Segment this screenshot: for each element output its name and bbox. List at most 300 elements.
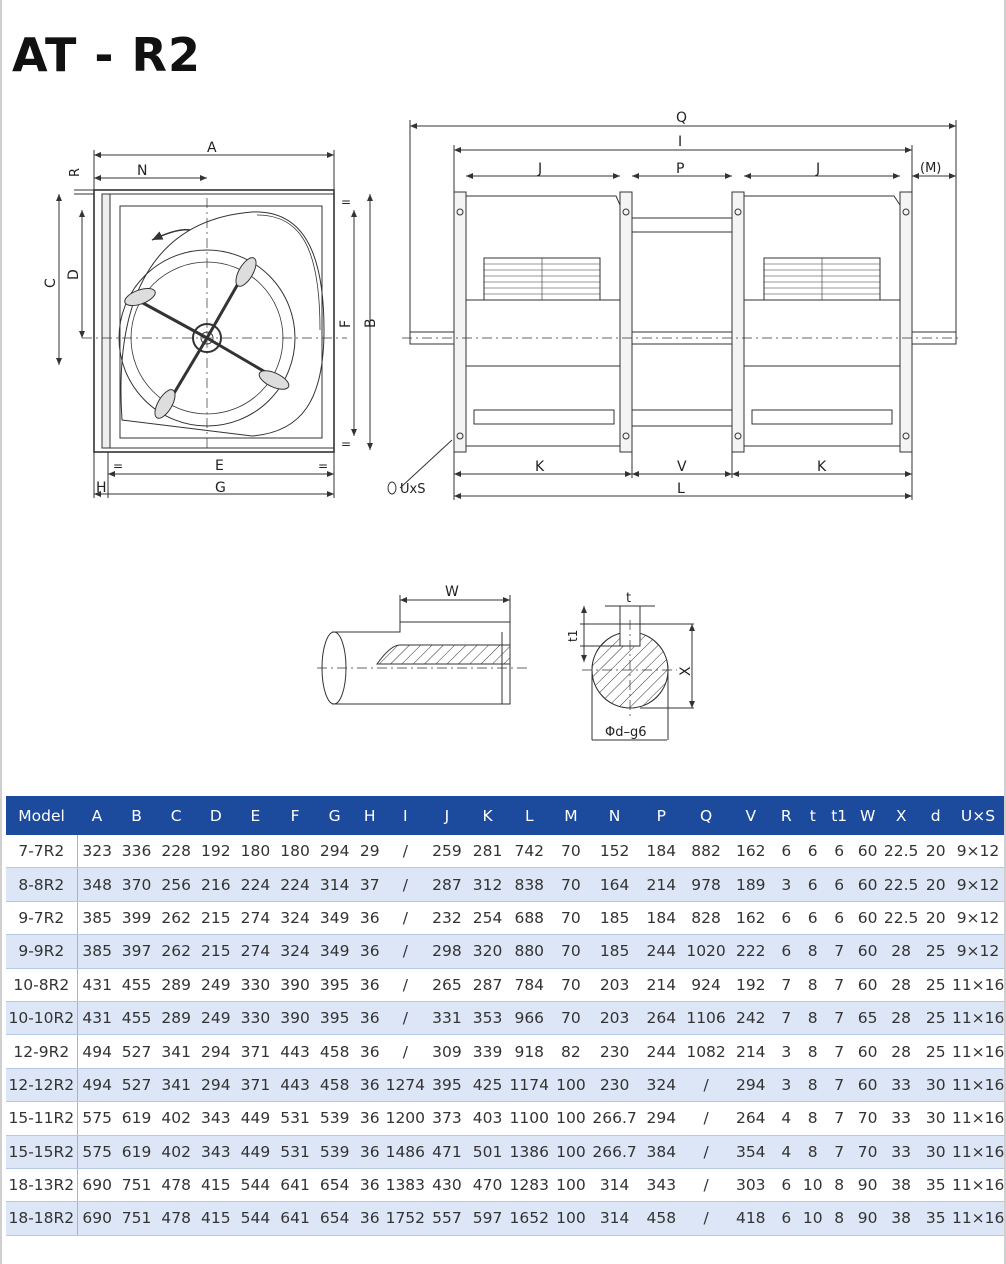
table-cell: / — [684, 1168, 729, 1201]
table-row — [6, 1102, 1004, 1135]
table-cell: / — [684, 1135, 729, 1168]
table-cell: 349 — [315, 935, 355, 968]
table-cell: 214 — [639, 968, 684, 1001]
table-cell: 6 — [800, 835, 826, 868]
column-header: D — [196, 796, 236, 835]
table-cell: 7 — [826, 1035, 852, 1068]
eq-mark: = — [113, 459, 124, 473]
table-row — [6, 1168, 1004, 1201]
table-cell: 371 — [236, 1068, 276, 1101]
table-cell: 330 — [236, 1001, 276, 1034]
table-cell: 298 — [426, 935, 469, 968]
table-cell: 6 — [773, 835, 799, 868]
table-cell: 6 — [826, 868, 852, 901]
table-cell: 28 — [883, 1035, 920, 1068]
table-cell: 28 — [883, 1001, 920, 1034]
table-cell: 688 — [507, 901, 552, 934]
table-cell: 443 — [275, 1068, 315, 1101]
table-cell: 30 — [919, 1135, 952, 1168]
table-cell: 575 — [77, 1102, 117, 1135]
table-cell: 431 — [77, 968, 117, 1001]
column-header: W — [852, 796, 882, 835]
table-cell: / — [385, 935, 426, 968]
table-cell: 11×16 — [952, 1102, 1004, 1135]
table-cell: 6 — [773, 901, 799, 934]
table-cell: 1082 — [684, 1035, 729, 1068]
table-cell: 324 — [275, 901, 315, 934]
table-row — [6, 835, 1004, 868]
table-cell: 458 — [315, 1068, 355, 1101]
table-cell: 320 — [468, 935, 507, 968]
table-cell: / — [385, 835, 426, 868]
table-cell: 60 — [852, 968, 882, 1001]
table-cell: 343 — [196, 1135, 236, 1168]
table-cell: 36 — [355, 1202, 385, 1235]
table-cell: 287 — [426, 868, 469, 901]
table-cell: 882 — [684, 835, 729, 868]
table-cell: 443 — [275, 1035, 315, 1068]
table-cell: 399 — [117, 901, 157, 934]
table-cell: 25 — [919, 1035, 952, 1068]
table-cell: 7 — [826, 1102, 852, 1135]
table-cell: 254 — [468, 901, 507, 934]
page-title: AT - R2 — [12, 28, 201, 82]
table-cell: 65 — [852, 1001, 882, 1034]
dim-label-uxs: UxS — [400, 482, 426, 497]
dim-label-a: A — [207, 140, 217, 156]
dim-label-m: (M) — [920, 161, 942, 176]
model-cell: 18-13R2 — [6, 1168, 77, 1201]
column-header: K — [468, 796, 507, 835]
table-cell: / — [385, 901, 426, 934]
table-cell: 309 — [426, 1035, 469, 1068]
dim-label-j: J — [816, 161, 821, 177]
table-cell: 11×16 — [952, 968, 1004, 1001]
dim-label-w: W — [445, 584, 459, 600]
dim-label-d: D — [66, 269, 82, 280]
table-cell: 36 — [355, 935, 385, 968]
table-cell: 7 — [773, 1001, 799, 1034]
table-cell: 100 — [552, 1102, 591, 1135]
table-cell: 100 — [552, 1135, 591, 1168]
table-cell: / — [684, 1068, 729, 1101]
table-row — [6, 1135, 1004, 1168]
table-cell: 60 — [852, 868, 882, 901]
table-cell: 312 — [468, 868, 507, 901]
table-cell: 203 — [590, 1001, 639, 1034]
table-cell: 539 — [315, 1102, 355, 1135]
table-cell: 924 — [684, 968, 729, 1001]
table-cell: 60 — [852, 935, 882, 968]
table-cell: 341 — [156, 1035, 196, 1068]
table-cell: 38 — [883, 1202, 920, 1235]
table-cell: 215 — [196, 935, 236, 968]
table-cell: 192 — [196, 835, 236, 868]
eq-mark: = — [318, 459, 329, 473]
table-cell: 214 — [639, 868, 684, 901]
table-cell: 25 — [919, 1001, 952, 1034]
table-cell: 259 — [426, 835, 469, 868]
table-cell: 402 — [156, 1135, 196, 1168]
table-cell: 654 — [315, 1168, 355, 1201]
table-cell: 70 — [552, 901, 591, 934]
table-cell: 1274 — [385, 1068, 426, 1101]
table-cell: 6 — [800, 901, 826, 934]
table-cell: 654 — [315, 1202, 355, 1235]
table-cell: 641 — [275, 1168, 315, 1201]
table-cell: 22.5 — [883, 901, 920, 934]
table-cell: 314 — [315, 868, 355, 901]
dim-label-h: H — [96, 480, 107, 496]
table-cell: 1174 — [507, 1068, 552, 1101]
table-cell: 294 — [196, 1035, 236, 1068]
table-cell: 36 — [355, 1001, 385, 1034]
table-cell: 70 — [852, 1135, 882, 1168]
table-cell: 25 — [919, 968, 952, 1001]
table-cell: 343 — [196, 1102, 236, 1135]
table-cell: 22.5 — [883, 868, 920, 901]
table-row — [6, 968, 1004, 1001]
dim-label-b: B — [363, 318, 379, 328]
table-cell: 1100 — [507, 1102, 552, 1135]
table-cell: 274 — [236, 935, 276, 968]
table-cell: 249 — [196, 1001, 236, 1034]
table-cell: 373 — [426, 1102, 469, 1135]
table-cell: 70 — [552, 868, 591, 901]
column-header: A — [77, 796, 117, 835]
table-cell: 60 — [852, 901, 882, 934]
table-cell: 527 — [117, 1068, 157, 1101]
table-cell: 36 — [355, 1168, 385, 1201]
table-cell: 281 — [468, 835, 507, 868]
table-cell: 9×12 — [952, 868, 1004, 901]
table-cell: 539 — [315, 1135, 355, 1168]
table-cell: 100 — [552, 1168, 591, 1201]
table-cell: 1020 — [684, 935, 729, 968]
model-cell: 15-15R2 — [6, 1135, 77, 1168]
table-cell: 1200 — [385, 1102, 426, 1135]
table-cell: 36 — [355, 1068, 385, 1101]
table-cell: 1283 — [507, 1168, 552, 1201]
table-cell: 395 — [315, 968, 355, 1001]
table-cell: 22.5 — [883, 835, 920, 868]
table-cell: 20 — [919, 868, 952, 901]
table-cell: 9×12 — [952, 901, 1004, 934]
table-cell: 1386 — [507, 1135, 552, 1168]
table-cell: 1486 — [385, 1135, 426, 1168]
table-cell: 180 — [236, 835, 276, 868]
table-cell: 36 — [355, 1135, 385, 1168]
table-cell: 690 — [77, 1168, 117, 1201]
table-cell: 184 — [639, 835, 684, 868]
column-header: B — [117, 796, 157, 835]
table-cell: 544 — [236, 1202, 276, 1235]
table-cell: 70 — [852, 1102, 882, 1135]
table-cell: 7 — [826, 968, 852, 1001]
table-cell: 70 — [552, 935, 591, 968]
dimension-table — [6, 796, 1004, 1236]
column-header: L — [507, 796, 552, 835]
model-cell: 12-12R2 — [6, 1068, 77, 1101]
column-header: N — [590, 796, 639, 835]
table-cell: 6 — [773, 935, 799, 968]
table-cell: 8 — [800, 1068, 826, 1101]
dim-label-t1: t1 — [566, 629, 580, 642]
table-cell: 294 — [315, 835, 355, 868]
table-cell: 385 — [77, 901, 117, 934]
table-cell: 314 — [590, 1168, 639, 1201]
table-cell: 455 — [117, 1001, 157, 1034]
table-cell: 180 — [275, 835, 315, 868]
table-cell: 449 — [236, 1102, 276, 1135]
table-cell: 402 — [156, 1102, 196, 1135]
table-cell: 418 — [728, 1202, 773, 1235]
table-cell: 36 — [355, 1102, 385, 1135]
table-cell: 390 — [275, 968, 315, 1001]
table-cell: 690 — [77, 1202, 117, 1235]
model-cell: 10-8R2 — [6, 968, 77, 1001]
table-cell: 30 — [919, 1068, 952, 1101]
table-cell: 1752 — [385, 1202, 426, 1235]
eq-mark: = — [341, 437, 352, 451]
dim-label-e: E — [215, 458, 224, 474]
table-cell: 11×16 — [952, 1035, 1004, 1068]
column-header: t — [800, 796, 826, 835]
table-cell: 262 — [156, 935, 196, 968]
table-cell: 3 — [773, 1035, 799, 1068]
table-cell: 324 — [275, 935, 315, 968]
dim-label-v: V — [677, 459, 687, 475]
table-cell: 395 — [315, 1001, 355, 1034]
column-header: F — [275, 796, 315, 835]
dim-label-t: t — [626, 591, 632, 606]
dim-label-d-g6: Φd–g6 — [605, 725, 647, 740]
table-cell: 455 — [117, 968, 157, 1001]
table-cell: 230 — [590, 1035, 639, 1068]
table-cell: 3 — [773, 1068, 799, 1101]
table-cell: 354 — [728, 1135, 773, 1168]
side-view-labels — [400, 110, 941, 497]
table-cell: 3 — [773, 868, 799, 901]
table-cell: 384 — [639, 1135, 684, 1168]
table-cell: 397 — [117, 935, 157, 968]
table-cell: 36 — [355, 901, 385, 934]
table-cell: 431 — [77, 1001, 117, 1034]
table-cell: 349 — [315, 901, 355, 934]
table-row — [6, 1202, 1004, 1235]
table-cell: 8 — [800, 968, 826, 1001]
table-cell: 6 — [773, 1202, 799, 1235]
table-cell: 203 — [590, 968, 639, 1001]
table-cell: 228 — [156, 835, 196, 868]
table-header-row — [6, 796, 1004, 835]
table-cell: 274 — [236, 901, 276, 934]
table-cell: 1106 — [684, 1001, 729, 1034]
shaft-detail — [317, 595, 694, 740]
model-cell: 15-11R2 — [6, 1102, 77, 1135]
table-cell: / — [385, 1001, 426, 1034]
table-cell: 880 — [507, 935, 552, 968]
dim-label-j: J — [538, 161, 543, 177]
table-cell: 385 — [77, 935, 117, 968]
table-cell: 266.7 — [590, 1135, 639, 1168]
table-cell: 294 — [728, 1068, 773, 1101]
table-cell: 403 — [468, 1102, 507, 1135]
table-cell: 470 — [468, 1168, 507, 1201]
side-view — [388, 120, 962, 500]
table-cell: 336 — [117, 835, 157, 868]
table-cell: 7 — [773, 968, 799, 1001]
table-cell: 162 — [728, 835, 773, 868]
table-cell: 4 — [773, 1135, 799, 1168]
table-cell: 20 — [919, 901, 952, 934]
dim-label-r: R — [68, 167, 83, 177]
table-cell: 35 — [919, 1202, 952, 1235]
table-cell: 619 — [117, 1135, 157, 1168]
table-cell: 224 — [236, 868, 276, 901]
table-cell: 70 — [552, 1001, 591, 1034]
table-cell: 544 — [236, 1168, 276, 1201]
table-cell: 184 — [639, 901, 684, 934]
table-cell: 289 — [156, 1001, 196, 1034]
table-cell: 37 — [355, 868, 385, 901]
table-cell: 287 — [468, 968, 507, 1001]
table-cell: 478 — [156, 1202, 196, 1235]
table-cell: 458 — [639, 1202, 684, 1235]
table-cell: 494 — [77, 1068, 117, 1101]
table-cell: 348 — [77, 868, 117, 901]
table-cell: 152 — [590, 835, 639, 868]
table-row — [6, 868, 1004, 901]
technical-drawing — [2, 0, 1006, 790]
table-cell: 11×16 — [952, 1135, 1004, 1168]
column-header: I — [385, 796, 426, 835]
column-header: Q — [684, 796, 729, 835]
table-cell: 215 — [196, 901, 236, 934]
table-cell: 531 — [275, 1135, 315, 1168]
table-cell: 343 — [639, 1168, 684, 1201]
table-cell: 8 — [826, 1168, 852, 1201]
table-cell: 33 — [883, 1102, 920, 1135]
table-row — [6, 1068, 1004, 1101]
table-cell: 751 — [117, 1202, 157, 1235]
table-cell: 33 — [883, 1135, 920, 1168]
eq-mark: = — [341, 195, 352, 209]
table-cell: 29 — [355, 835, 385, 868]
table-cell: 6 — [800, 868, 826, 901]
table-cell: 641 — [275, 1202, 315, 1235]
table-cell: 192 — [728, 968, 773, 1001]
dim-label-k: K — [535, 459, 545, 475]
table-body — [6, 835, 1004, 1235]
table-cell: 294 — [639, 1102, 684, 1135]
column-header: Model — [6, 796, 77, 835]
table-cell: 230 — [590, 1068, 639, 1101]
table-cell: 339 — [468, 1035, 507, 1068]
table-cell: 370 — [117, 868, 157, 901]
table-cell: 60 — [852, 835, 882, 868]
model-cell: 12-9R2 — [6, 1035, 77, 1068]
column-header: E — [236, 796, 276, 835]
table-cell: 6 — [773, 1168, 799, 1201]
table-cell: 978 — [684, 868, 729, 901]
table-cell: 458 — [315, 1035, 355, 1068]
dim-label-i: I — [678, 134, 683, 150]
table-cell: 8 — [800, 1001, 826, 1034]
table-cell: 100 — [552, 1202, 591, 1235]
table-cell: 341 — [156, 1068, 196, 1101]
table-cell: 966 — [507, 1001, 552, 1034]
model-cell: 7-7R2 — [6, 835, 77, 868]
table-cell: 266.7 — [590, 1102, 639, 1135]
table-cell: 7 — [826, 935, 852, 968]
table-cell: 6 — [826, 901, 852, 934]
column-header: J — [426, 796, 469, 835]
table-cell: 244 — [639, 935, 684, 968]
table-cell: 471 — [426, 1135, 469, 1168]
table-cell: 289 — [156, 968, 196, 1001]
table-cell: 353 — [468, 1001, 507, 1034]
table-cell: 60 — [852, 1068, 882, 1101]
table-cell: 371 — [236, 1035, 276, 1068]
table-cell: 164 — [590, 868, 639, 901]
table-cell: 918 — [507, 1035, 552, 1068]
model-cell: 9-7R2 — [6, 901, 77, 934]
table-cell: 9×12 — [952, 935, 1004, 968]
model-cell: 10-10R2 — [6, 1001, 77, 1034]
table-cell: 323 — [77, 835, 117, 868]
table-cell: 20 — [919, 835, 952, 868]
table-cell: 60 — [852, 1035, 882, 1068]
table-cell: 751 — [117, 1168, 157, 1201]
model-cell: 18-18R2 — [6, 1202, 77, 1235]
table-cell: 314 — [590, 1202, 639, 1235]
table-cell: 11×16 — [952, 1068, 1004, 1101]
table-cell: 36 — [355, 1035, 385, 1068]
model-cell: 8-8R2 — [6, 868, 77, 901]
table-cell: 9×12 — [952, 835, 1004, 868]
table-cell: 232 — [426, 901, 469, 934]
column-header: X — [883, 796, 920, 835]
table-cell: / — [385, 868, 426, 901]
table-cell: 30 — [919, 1102, 952, 1135]
table-cell: 33 — [883, 1068, 920, 1101]
table-cell: 501 — [468, 1135, 507, 1168]
table-cell: 28 — [883, 968, 920, 1001]
column-header: U×S — [952, 796, 1004, 835]
table-row — [6, 935, 1004, 968]
column-header: M — [552, 796, 591, 835]
table-cell: 395 — [426, 1068, 469, 1101]
table-cell: 244 — [639, 1035, 684, 1068]
table-cell: 10 — [800, 1168, 826, 1201]
table-cell: 390 — [275, 1001, 315, 1034]
column-header: R — [773, 796, 799, 835]
table-cell: 8 — [800, 935, 826, 968]
table-cell: 185 — [590, 901, 639, 934]
table-cell: 415 — [196, 1202, 236, 1235]
table-cell: 242 — [728, 1001, 773, 1034]
table-cell: 10 — [800, 1202, 826, 1235]
table-cell: 742 — [507, 835, 552, 868]
table-cell: 11×16 — [952, 1168, 1004, 1201]
dim-label-k: K — [817, 459, 827, 475]
table-cell: 265 — [426, 968, 469, 1001]
table-cell: 303 — [728, 1168, 773, 1201]
table-cell: 324 — [639, 1068, 684, 1101]
table-cell: / — [385, 1035, 426, 1068]
table-cell: 82 — [552, 1035, 591, 1068]
